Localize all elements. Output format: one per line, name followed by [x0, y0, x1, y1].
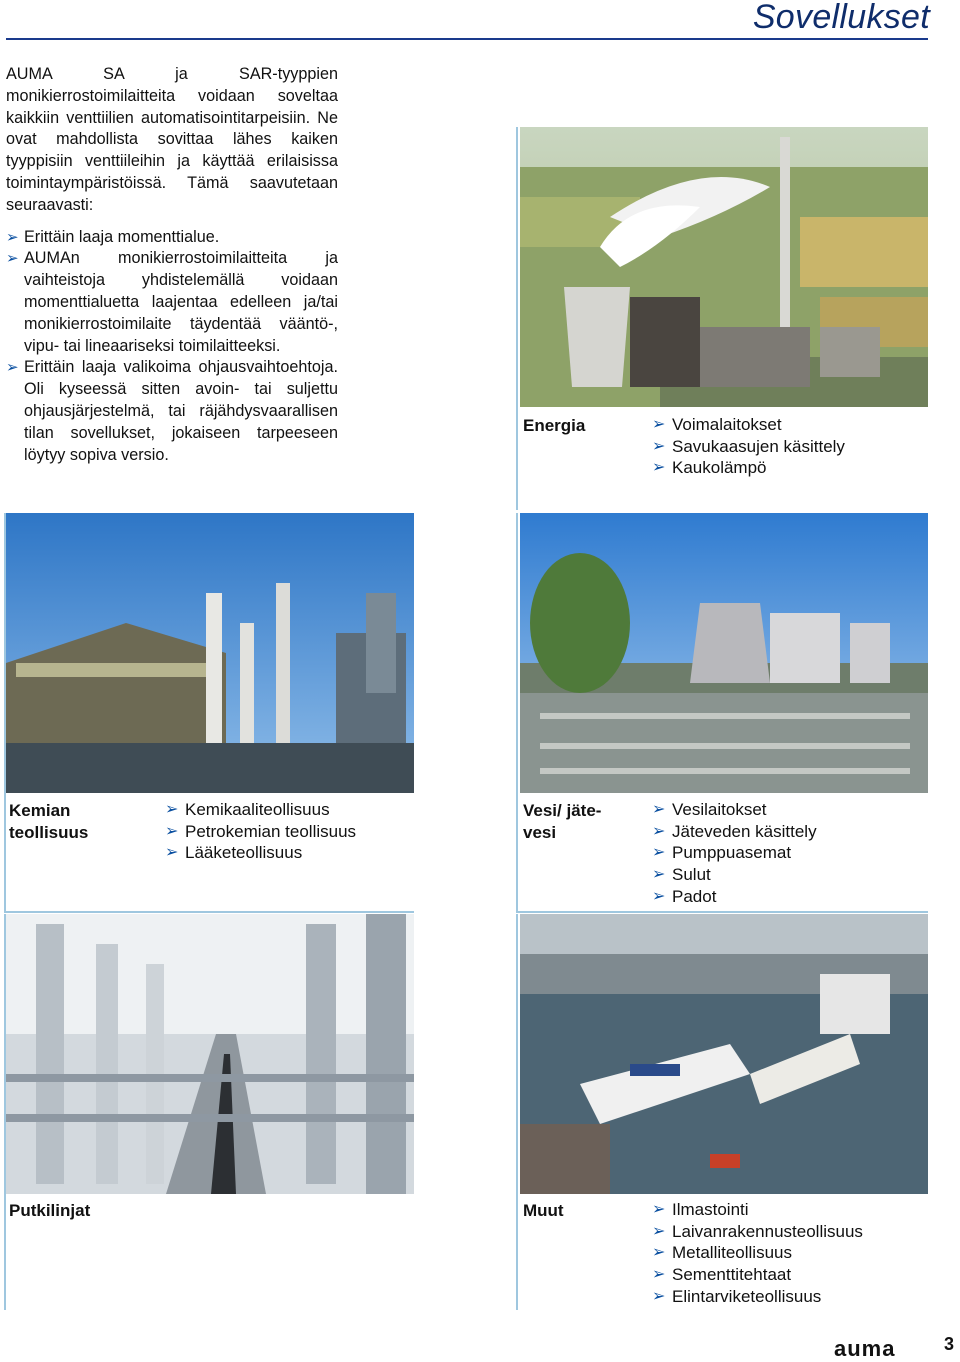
arrow-icon: ➢ — [6, 228, 19, 246]
divider — [516, 127, 518, 510]
list-item: ➢ Sulut — [652, 865, 711, 885]
arrow-icon: ➢ — [6, 250, 19, 268]
page-title: Sovellukset — [752, 0, 930, 36]
pipelines-photo — [6, 914, 414, 1194]
chemical-plant-photo — [6, 513, 414, 793]
list-item: ➢ AUMAn monikierrostoimilaitteita ja vaihteistoja yhdistelemällä voidaan momenttialuetta laajentaa edelleen ja/tai monikierrostoimilaite täydentää vääntö-, vipu- tai lineaariseksi toimilaitteeksi. — [6, 249, 338, 355]
arrow-icon: ➢ — [165, 801, 179, 818]
arrow-icon: ➢ — [652, 459, 666, 477]
arrow-icon: ➢ — [652, 1222, 666, 1240]
list-item: ➢ Kemikaaliteollisuus — [165, 800, 330, 819]
arrow-icon: ➢ — [652, 801, 666, 818]
list-item: ➢ Sementtitehtaat — [652, 1265, 792, 1285]
list-item: ➢ Vesilaitokset — [652, 800, 767, 819]
water-list — [652, 799, 817, 908]
power-plant-photo — [520, 127, 928, 407]
divider — [4, 513, 6, 911]
divider — [516, 513, 518, 911]
water-treatment-photo — [520, 513, 928, 793]
list-item: ➢ Elintarviketeollisuus — [652, 1286, 822, 1306]
intro-text — [6, 64, 338, 466]
energy-list — [652, 414, 845, 479]
intro-bullets — [6, 227, 338, 467]
divider — [4, 911, 414, 913]
arrow-icon: ➢ — [652, 866, 666, 884]
arrow-icon: ➢ — [652, 887, 666, 905]
section-label-other: Muut — [523, 1201, 564, 1220]
page-number: 3 — [944, 1334, 955, 1354]
section-label-pipelines: Putkilinjat — [9, 1201, 91, 1220]
list-item: ➢ Voimalaitokset — [652, 415, 782, 434]
auma-logo: auma — [834, 1336, 896, 1361]
arrow-icon: ➢ — [165, 844, 179, 862]
chemical-list — [165, 799, 356, 864]
other-list — [652, 1199, 863, 1308]
intro-paragraph: AUMA SA ja SAR-tyyppien monikierrostoimilaitteita voidaan soveltaa kaikkiin venttiilien automatisointitarpeisiin. Ne ovat mahdollista sovittaa lähes kaiken tyyppisiin venttiileihin ja käyttää erilaisissa toimintaympäristöissä. Tämä saavutetaan seuraavasti: — [6, 65, 338, 214]
arrow-icon: ➢ — [652, 822, 666, 840]
section-label-water: Vesi/ jäte-vesi — [523, 801, 602, 842]
list-item: ➢ Ilmastointi — [652, 1200, 749, 1219]
list-item: ➢ Erittäin laaja valikoima ohjausvaihtoehtoja. Oli kyseessä sitten avoin- tai suljettu ohjausjärjestelmä, tai räjähdysvaarallisen tilan sovellukset, jokaiseen tarpeeseen löytyy sopiva versio. — [6, 358, 338, 464]
list-item: ➢ Lääketeollisuus — [165, 843, 303, 863]
arrow-icon: ➢ — [6, 359, 19, 377]
list-item: ➢ Petrokemian teollisuus — [165, 821, 357, 841]
arrow-icon: ➢ — [652, 437, 666, 455]
divider — [4, 914, 6, 1310]
list-item: ➢ Pumppuasemat — [652, 843, 792, 863]
list-item: ➢ Laivanrakennusteollisuus — [652, 1221, 863, 1241]
arrow-icon: ➢ — [652, 1266, 666, 1284]
section-label-energy: Energia — [523, 416, 586, 435]
divider — [516, 914, 518, 1310]
arrow-icon: ➢ — [652, 416, 666, 433]
list-item: ➢ Savukaasujen käsittely — [652, 436, 845, 456]
list-item: ➢ Erittäin laaja momenttialue. — [6, 227, 338, 249]
arrow-icon: ➢ — [652, 1287, 666, 1305]
arrow-icon: ➢ — [652, 1244, 666, 1262]
arrow-icon: ➢ — [165, 822, 179, 840]
list-item: ➢ Metalliteollisuus — [652, 1243, 792, 1263]
list-item: ➢ Kaukolämpö — [652, 458, 767, 478]
arrow-icon: ➢ — [652, 1201, 666, 1218]
title-rule — [6, 38, 928, 40]
list-item: ➢ Jäteveden käsittely — [652, 821, 817, 841]
section-label-chemical: Kemian teollisuus — [9, 801, 89, 842]
arrow-icon: ➢ — [652, 844, 666, 862]
list-item: ➢ Padot — [652, 886, 717, 906]
shipyard-photo — [520, 914, 928, 1194]
divider — [516, 911, 928, 913]
